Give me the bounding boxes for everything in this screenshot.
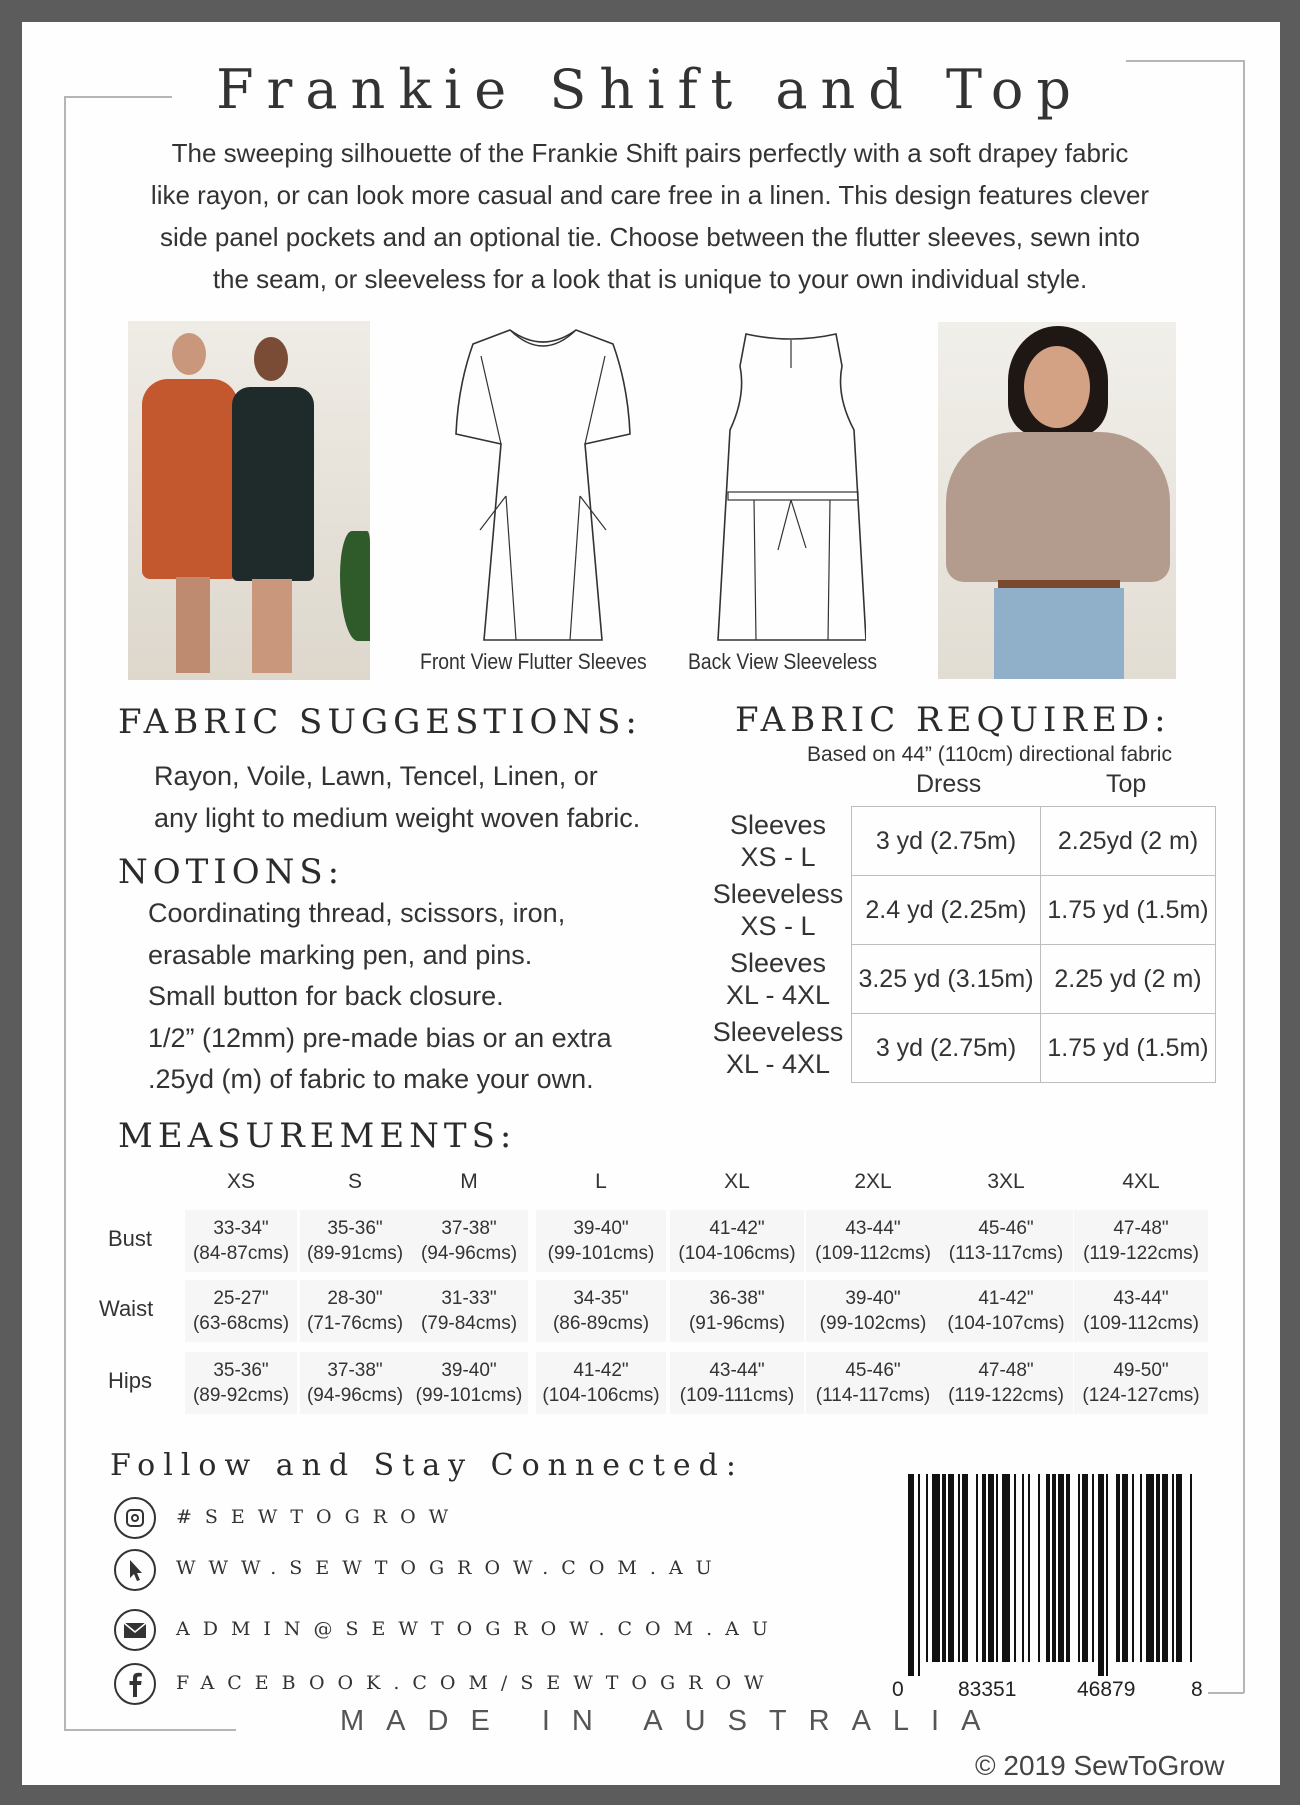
dress-yardage: 3.25 yd (3.15m) [852,945,1041,1014]
measurement-cell [410,1352,528,1414]
barcode-bar [1156,1474,1160,1662]
fabric-suggestion-line: any light to medium weight woven fabric. [154,802,641,833]
inches-value: 47-48" [978,1360,1034,1381]
measurement-cell [670,1280,804,1342]
intro-line: side panel pockets and an optional tie. Choose between the flutter sleeves, sewn into [160,222,1140,252]
barcode [906,1474,1196,1676]
dress-yardage: 3 yd (2.75m) [852,807,1041,876]
inches-value: 43-44" [1113,1288,1169,1309]
barcode-bar [926,1474,928,1662]
model-head [254,337,288,381]
denim-jeans [994,588,1124,679]
barcode-bar [1122,1474,1128,1662]
top-yardage: 2.25 yd (2 m) [1041,945,1216,1014]
taupe-top [946,432,1170,582]
top-yardage: 1.75 yd (1.5m) [1041,876,1216,945]
cms-value: (89-92cms) [192,1385,290,1406]
cms-value: (114-117cms) [815,1385,931,1406]
size-header: 2XL [854,1170,892,1193]
measurement-cell [939,1352,1073,1414]
notion-line: erasable marking pen, and pins. [148,939,533,970]
sleeve-seam [585,356,605,444]
sleeve-seam [481,356,501,444]
barcode-digits-right: 46879 [1077,1678,1136,1701]
panel-seam [580,496,606,530]
cms-value: (104-106cms) [678,1243,796,1264]
barcode-bar [962,1474,968,1662]
cms-value: (71-76cms) [306,1313,404,1334]
dress-yardage: 2.4 yd (2.25m) [852,876,1041,945]
measurement-cell [300,1280,410,1342]
tie-belt [728,492,858,500]
barcode-bar [996,1474,998,1662]
inches-value: 36-38" [709,1288,765,1309]
inches-value: 47-48" [1113,1218,1169,1239]
barcode-bar [1078,1474,1080,1662]
barcode-digit: 8 [1191,1678,1203,1701]
dress-yardage: 3 yd (2.75m) [852,1014,1041,1083]
row-label: Sleeveless XL - 4XL [712,1017,844,1079]
measurement-cell [1074,1280,1208,1342]
measurement-cell [806,1280,940,1342]
panel-seam [828,500,830,640]
barcode-bar [1052,1474,1056,1662]
measurement-cell [806,1352,940,1414]
intro-line: the seam, or sleeveless for a look that is unique to your own individual style. [212,264,1088,294]
page-title: Frankie Shift and Top [216,58,1084,121]
front-view-drawing [450,326,636,642]
measurement-cell [670,1352,804,1414]
size-header: S [347,1170,362,1193]
notion-line: .25yd (m) of fabric to make your own. [148,1064,594,1094]
facebook-icon[interactable] [114,1663,156,1705]
front-view-caption: Front View Flutter Sleeves [420,649,647,674]
back-view-caption: Back View Sleeveless [688,649,878,674]
barcode-bar [988,1474,994,1662]
inches-value: 34-35" [573,1288,629,1309]
inches-value: 45-46" [845,1360,901,1381]
inches-value: 39-40" [573,1218,629,1239]
measurement-cell [300,1210,410,1272]
inches-value: 31-33" [441,1288,497,1309]
floral-dress [232,387,314,581]
barcode-bar [1002,1474,1010,1662]
panel-seam [480,496,506,530]
inches-value: 39-40" [845,1288,901,1309]
barcode-bar [958,1474,960,1662]
intro-line: like rayon, or can look more casual and care free in a linen. This design features clever [150,180,1150,210]
barcode-bar [1146,1474,1154,1662]
instagram-handle[interactable]: #SEWTOGROW [176,1506,462,1528]
intro-paragraph [100,132,1200,300]
table-row [705,1014,1216,1083]
fabric-required-heading: FABRIC REQUIRED: [735,700,1171,740]
size-header: 3XL [987,1170,1025,1193]
table-row [705,807,1216,876]
cms-value: (91-96cms) [688,1313,786,1334]
cms-value: (94-96cms) [306,1385,404,1406]
cms-value: (109-112cms) [815,1243,931,1264]
measurement-cell [536,1280,666,1342]
barcode-bar [1082,1474,1088,1662]
notion-line: Coordinating thread, scissors, iron, [148,898,566,928]
model-head [1024,346,1090,428]
barcode-bar [1098,1474,1104,1676]
cms-value: (99-101cms) [547,1243,655,1264]
cms-value: (89-91cms) [306,1243,404,1264]
inches-value: 37-38" [327,1360,383,1381]
measurements-heading: MEASUREMENTS: [118,1116,517,1156]
inches-value: 37-38" [441,1218,497,1239]
notions-text [148,893,612,1101]
inches-value: 28-30" [327,1288,383,1309]
barcode-digits-left: 83351 [958,1678,1017,1701]
measurement-cell [670,1210,804,1272]
inches-value: 35-36" [213,1360,269,1381]
model-head [172,333,206,375]
frame-line-bottom-right [1208,1692,1244,1694]
barcode-bar [948,1474,954,1662]
barcode-bar [1132,1474,1134,1662]
table-row [705,876,1216,945]
measurement-cell [1074,1352,1208,1414]
fabric-suggestion-line: Rayon, Voile, Lawn, Tencel, Linen, or [154,761,598,791]
size-header: XS [226,1170,255,1193]
barcode-bar [976,1474,978,1662]
inches-value: 43-44" [845,1218,901,1239]
measurement-cell [410,1280,528,1342]
size-header: 4XL [1122,1170,1160,1193]
column-top: Top [1106,770,1147,798]
barcode-bar [1014,1474,1016,1662]
measurement-row-label: Waist [99,1296,154,1321]
frame-line-bottom-left [64,1729,236,1731]
barcode-bar [1106,1474,1108,1676]
top-yardage: 1.75 yd (1.5m) [1041,1014,1216,1083]
cms-value: (109-111cms) [679,1385,795,1406]
fabric-suggestions-text [154,756,640,839]
facebook-link[interactable]: FACEBOOK.COM/SEWTOGROW [176,1672,777,1694]
row-label: Sleeves XL - 4XL [725,948,831,1010]
cms-value: (94-96cms) [420,1243,518,1264]
measurement-cell [536,1352,666,1414]
tie-ends [778,500,806,550]
barcode-bar [1176,1474,1182,1662]
email-link[interactable]: ADMIN@SEWTOGROW.COM.AU [176,1618,781,1640]
measurement-cell [185,1280,297,1342]
barcode-bar [1022,1474,1024,1662]
photo-two-models [128,321,370,680]
size-header: M [460,1170,478,1193]
measurement-row-label: Hips [108,1368,153,1393]
notion-line: 1/2” (12mm) pre-made bias or an extra [148,1022,612,1053]
frame-line-right [1243,60,1245,1693]
photo-top-model [938,322,1176,679]
barcode-bar [932,1474,940,1662]
website-link[interactable]: WWW.SEWTOGROW.COM.AU [176,1557,725,1579]
cms-value: (84-87cms) [192,1243,290,1264]
measurement-cell [536,1210,666,1272]
cms-value: (109-112cms) [1083,1313,1199,1334]
fabric-required-table [705,806,1216,1083]
barcode-bar [1116,1474,1120,1662]
inches-value: 43-44" [709,1360,765,1381]
barcode-bar [942,1474,946,1662]
inches-value: 41-42" [709,1218,765,1239]
model-legs [252,579,292,673]
back-view-drawing [716,326,866,642]
cms-value: (119-122cms) [948,1385,1064,1406]
measurement-cell [806,1210,940,1272]
panel-seam [754,500,756,640]
row-label: Sleeves XS - L [729,810,827,872]
neckline [510,330,576,346]
barcode-bar [1190,1474,1192,1662]
notion-line: Small button for back closure. [148,981,504,1011]
measurement-cell [939,1280,1073,1342]
measurement-cell [185,1352,297,1414]
barcode-bar [1046,1474,1050,1662]
intro-line: The sweeping silhouette of the Frankie Shift pairs perfectly with a soft drapey fabric [171,138,1129,168]
measurement-cell [410,1210,528,1272]
notions-heading: NOTIONS: [118,852,345,892]
panel-seam [570,496,580,640]
cms-value: (113-117cms) [948,1243,1064,1264]
frame-line-left [64,96,66,1730]
cms-value: (104-106cms) [542,1385,660,1406]
measurement-row-label: Bust [108,1226,153,1251]
model-legs [176,577,210,673]
inches-value: 41-42" [978,1288,1034,1309]
panel-seam [506,496,516,640]
fabric-required-note: Based on 44” (110cm) directional fabric [807,743,1172,766]
fabric-suggestions-heading: FABRIC SUGGESTIONS: [118,702,642,742]
barcode-bar [918,1474,920,1676]
measurement-cell [939,1210,1073,1272]
barcode-bar [1028,1474,1030,1662]
inches-value: 45-46" [978,1218,1034,1239]
barcode-bar [908,1474,914,1676]
instagram-icon[interactable] [114,1497,156,1539]
cms-value: (99-102cms) [819,1313,927,1334]
cms-value: (79-84cms) [420,1313,518,1334]
cms-value: (104-107cms) [947,1313,1065,1334]
measurement-cell [300,1352,410,1414]
barcode-bar [1066,1474,1070,1662]
size-header: XL [724,1170,750,1193]
cms-value: (99-101cms) [415,1385,523,1406]
table-row [705,945,1216,1014]
cms-value: (119-122cms) [1083,1243,1199,1264]
inches-value: 49-50" [1113,1360,1169,1381]
measurement-cell [1074,1210,1208,1272]
barcode-bar [1140,1474,1142,1662]
inches-value: 25-27" [213,1288,269,1309]
barcode-bar [1058,1474,1064,1662]
mail-icon[interactable] [114,1609,156,1651]
top-yardage: 2.25yd (2 m) [1041,807,1216,876]
cms-value: (124-127cms) [1082,1385,1200,1406]
inches-value: 35-36" [327,1218,383,1239]
barcode-digit: 0 [892,1678,904,1701]
measurement-cell [185,1210,297,1272]
inches-value: 39-40" [441,1360,497,1381]
copyright: © 2019 SewToGrow [975,1750,1225,1781]
follow-heading: Follow and Stay Connected: [110,1448,744,1483]
made-in-label: MADE IN AUSTRALIA [340,1705,1003,1737]
inches-value: 33-34" [213,1218,269,1239]
orange-dress [142,379,238,579]
size-header: L [595,1170,607,1193]
cursor-icon[interactable] [114,1549,156,1591]
dress-outline [718,334,866,640]
barcode-bar [982,1474,986,1662]
barcode-bar [1162,1474,1168,1662]
dress-outline [456,330,630,640]
inches-value: 41-42" [573,1360,629,1381]
column-dress: Dress [916,770,982,798]
row-label: Sleeveless XS - L [712,879,844,941]
barcode-bar [1038,1474,1040,1662]
cms-value: (63-68cms) [192,1313,290,1334]
barcode-bar [1172,1474,1174,1662]
cms-value: (86-89cms) [552,1313,650,1334]
barcode-bar [1092,1474,1094,1662]
